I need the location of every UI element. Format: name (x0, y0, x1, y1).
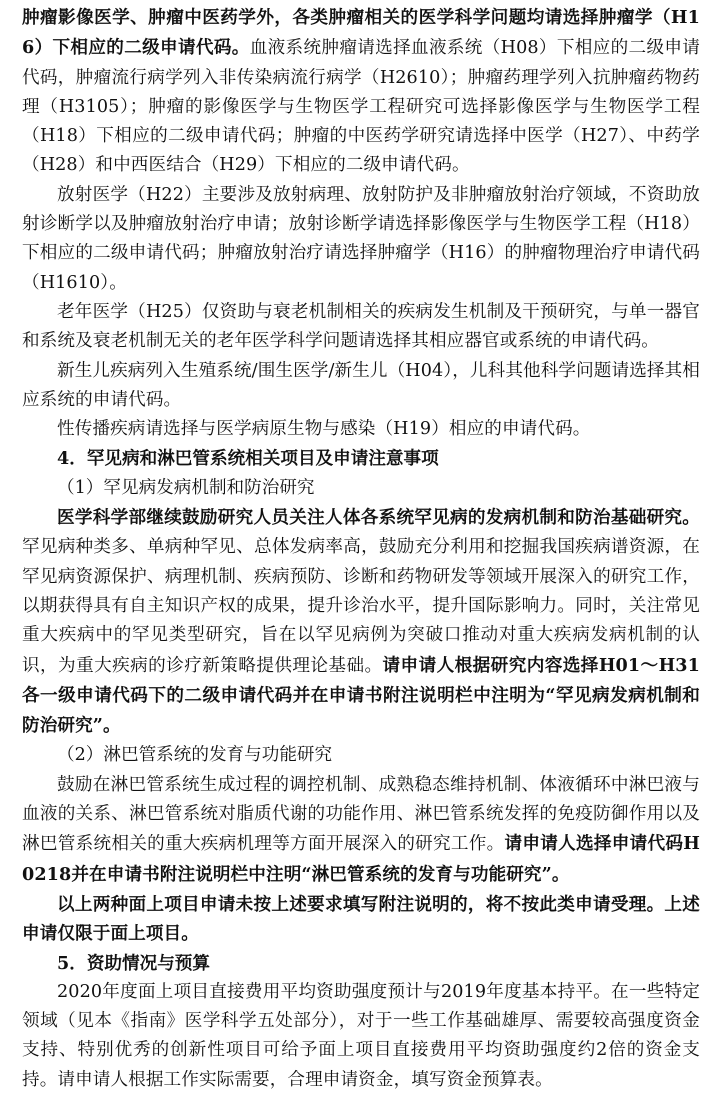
bold-instruction-text: 请申请人根据研究内容选择H01～H31各一级申请代码下的二级申请代码并在申请书附注说明栏中注明为“罕见病发病机制和防治研究”。 (22, 654, 700, 737)
paragraph-funding: 2020年度面上项目直接费用平均资助强度预计与2019年度基本持平。在一些特定领域（见本《指南》医学科学五处部分），对于一些工作基础雄厚、需要较高强度资金支持、特别优秀的创新性项目可给予面上项目直接费用平均资助强度约2倍的资金支持。请申请人根据工作实际需要，合理申请资金，填写资金预算表。 (22, 981, 700, 1090)
paragraph-geriatrics: 老年医学（H25）仅资助与衰老机制相关的疾病发生机制及干预研究，与单一器官和系统及衰老机制无关的老年医学科学问题请选择其相应器官或系统的申请代码。 (22, 301, 700, 352)
bold-instruction-text: 请申请人选择申请代码H0218并在申请书附注说明栏中注明“淋巴管系统的发育与功能研究”。 (22, 833, 700, 885)
paragraph-neonatal: 新生儿疾病列入生殖系统/围生医学/新生儿（H04），儿科其他科学问题请选择其相应系统的申请代码。 (22, 360, 700, 410)
paragraph-rare-disease (22, 503, 700, 741)
body-text: 血液系统肿瘤请选择血液系统（H08）下相应的二级申请代码，肿瘤流行病学列入非传染病流行病学（H2610）；肿瘤药理学列入抗肿瘤药物药理（H3105）；肿瘤的影像医学与生物医学工程研究可选择影像医学与生物医学工程（H18）下相应的二级申请代码；肿瘤的中医药学研究请选择中医学（H27）、中药学（H28）和中西医结合（H29）下相应的二级申请代码。 (22, 38, 700, 176)
paragraph-radiation-medicine: 放射医学（H22）主要涉及放射病理、放射防护及非肿瘤放射治疗领域，不资助放射诊断学以及肿瘤放射治疗申请；放射诊断学请选择影像医学与生物医学工程（H18）下相应的二级申请代码；肿瘤放射治疗请选择肿瘤学（H16）的肿瘤物理治疗申请代码（H1610）。 (22, 184, 700, 293)
body-text: 鼓励在淋巴管系统生成过程的调控机制、成熟稳态维持机制、体液循环中淋巴液与血液的关系、淋巴管系统对脂质代谢的功能作用、淋巴管系统发挥的免疫防御作用以及淋巴管系统相关的重大疾病机理等方面开展深入的研究工作。 (22, 774, 700, 855)
section-heading-rare-disease: 4．罕见病和淋巴管系统相关项目及申请注意事项 (57, 448, 439, 470)
body-text: 罕见病种类多、单病种罕见、总体发病率高，鼓励充分利用和挖掘我国疾病谱资源，在罕见病资源保护、病理机制、疾病预防、诊断和药物研发等领域开展深入的研究工作，以期获得具有自主知识产权的成果，提升诊治水平，提升国际影响力。同时，关注常见重大疾病中的罕见类型研究，旨在以罕见病例为突破口推动对重大疾病发病机制的认识，为重大疾病的诊疗新策略提供理论基础。 (22, 537, 700, 676)
paragraph-lymphatic (22, 771, 700, 890)
subheading-lymphatic: （2）淋巴管系统的发育与功能研究 (57, 745, 333, 766)
bold-lead-text: 医学科学部继续鼓励研究人员关注人体各系统罕见病的发病机制和防治基础研究。 (57, 507, 700, 529)
paragraph-note: 以上两种面上项目申请未按上述要求填写附注说明的，将不按此类申请受理。上述申请仅限于面上项目。 (22, 893, 700, 945)
subheading-rare-disease: （1）罕见病发病机制和防治研究 (57, 477, 315, 498)
paragraph-std: 性传播疾病请选择与医学病原生物与感染（H19）相应的申请代码。 (57, 419, 591, 440)
section-heading-funding: 5．资助情况与预算 (57, 952, 210, 974)
paragraph-tumor-codes (22, 3, 700, 181)
bold-text: 肿瘤影像医学、肿瘤中医药学外，各类肿瘤相关的医学科学问题均请选择肿瘤学（H16）下相应的二级申请代码。 (22, 7, 700, 59)
